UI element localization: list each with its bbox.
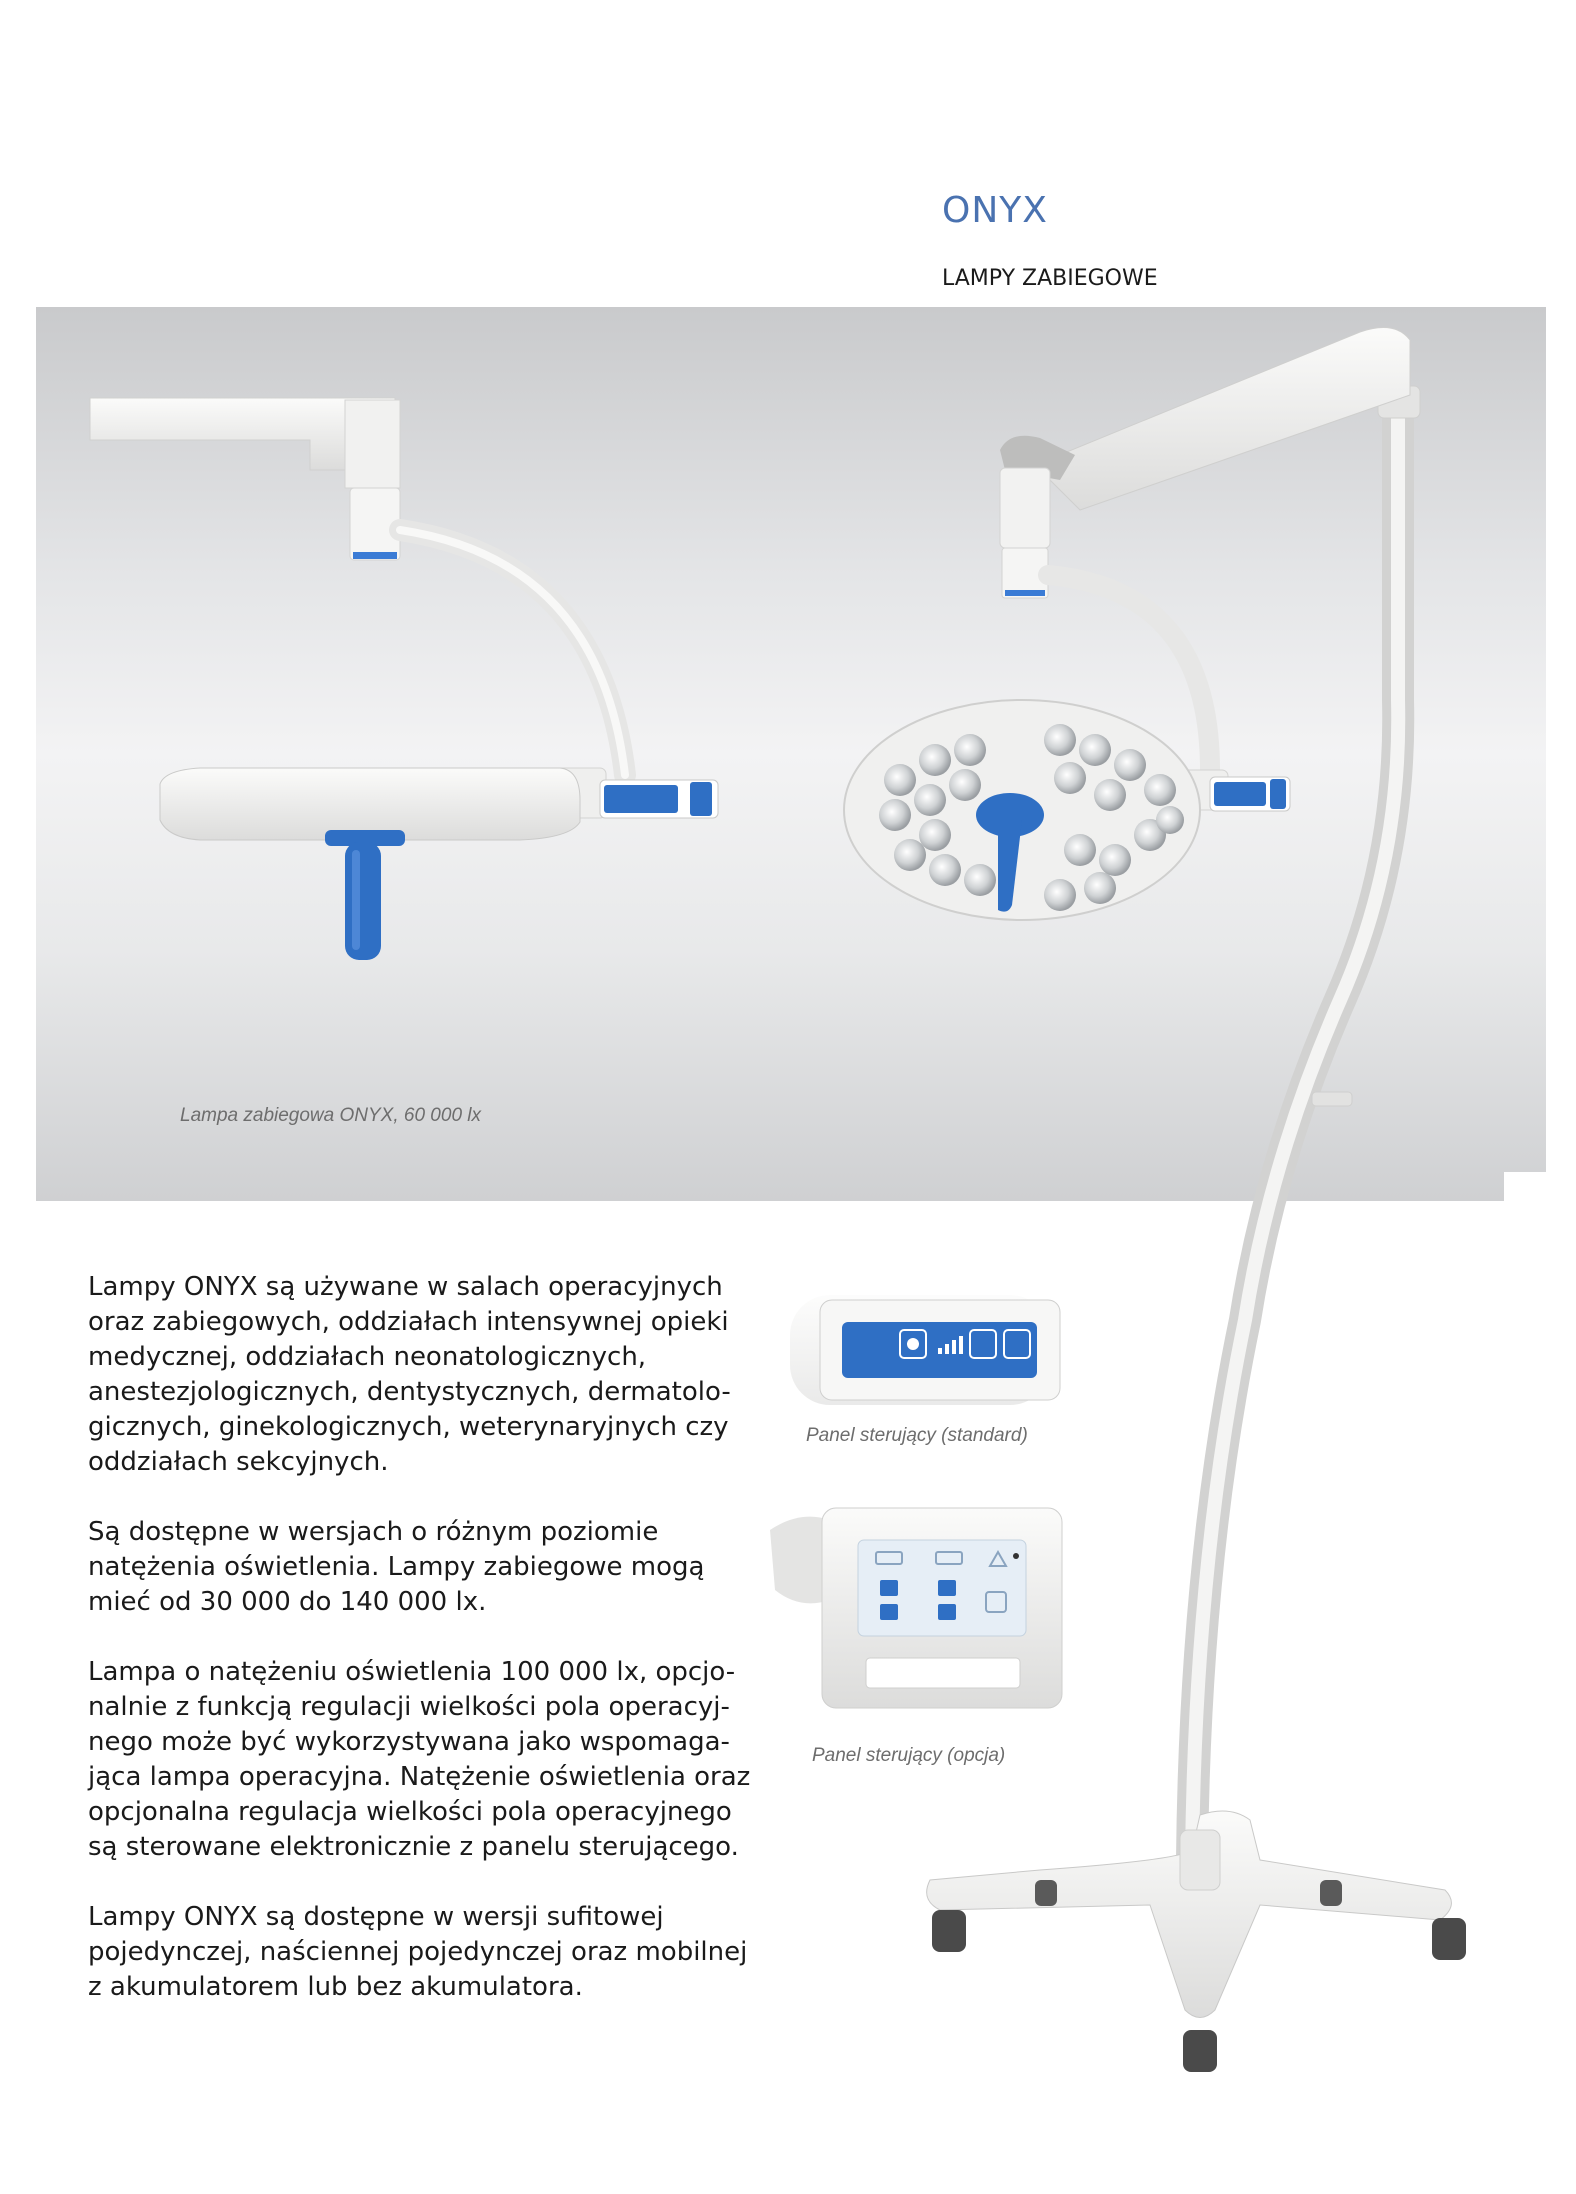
control-panel-option-image xyxy=(770,1508,1062,1708)
caption-panel-standard: Panel sterujący (standard) xyxy=(806,1425,1028,1446)
arm-joint xyxy=(345,400,400,488)
ceiling-lamp-side-view xyxy=(90,398,718,960)
body-text xyxy=(88,1270,768,2040)
arm-joint-2 xyxy=(1000,468,1050,548)
paragraph: Lampy ONYX są dostępne w wersji sufitowej pojedynczej, naściennej pojedynczej oraz mobilnej z akumulatorem lub bez akumulatora. xyxy=(88,1902,748,2002)
mobile-lamp xyxy=(844,328,1466,2073)
caption-main-lamp: Lampa zabiegowa ONYX, 60 000 lx xyxy=(180,1105,482,1126)
page-title: ONYX xyxy=(942,190,1048,231)
pole-joint xyxy=(1312,1092,1352,1106)
hub-blue-ring xyxy=(353,552,397,559)
lamp-head-edge xyxy=(160,768,580,840)
paragraph: Lampa o natężeniu oświetlenia 100 000 lx, opcjo-nalnie z funkcją regulacji wielkości pola operacyj-nego może być wykorzystywana jako wspomaga-jąca lampa operacyjna. Natężenie oświetlenia oraz opcjonalna regulacja wielkości pola operacyjnego są sterowane elektronicznie z panelu sterującego. xyxy=(88,1657,751,1862)
caption-panel-option: Panel sterujący (opcja) xyxy=(812,1745,1006,1766)
lamp-arm xyxy=(1035,328,1410,511)
control-panel-standard-image xyxy=(790,1295,1060,1405)
sterilizable-handle xyxy=(345,842,381,960)
paragraph: Lampy ONYX są używane w salach operacyjnych oraz zabiegowych, oddziałach intensywnej opieki medycznej, oddziałach neonatologicznych, anestezjologicznych, dentystycznych, dermatolo-gicznych, ginekologicznych, weterynaryjnych czy oddziałach sekcyjnych. xyxy=(88,1272,731,1477)
page-subtitle: LAMPY ZABIEGOWE xyxy=(942,266,1158,291)
paragraph: Są dostępne w wersjach o różnym poziomie natężenia oświetlenia. Lampy zabiegowe mogą mieć od 30 000 do 140 000 lx. xyxy=(88,1517,705,1617)
